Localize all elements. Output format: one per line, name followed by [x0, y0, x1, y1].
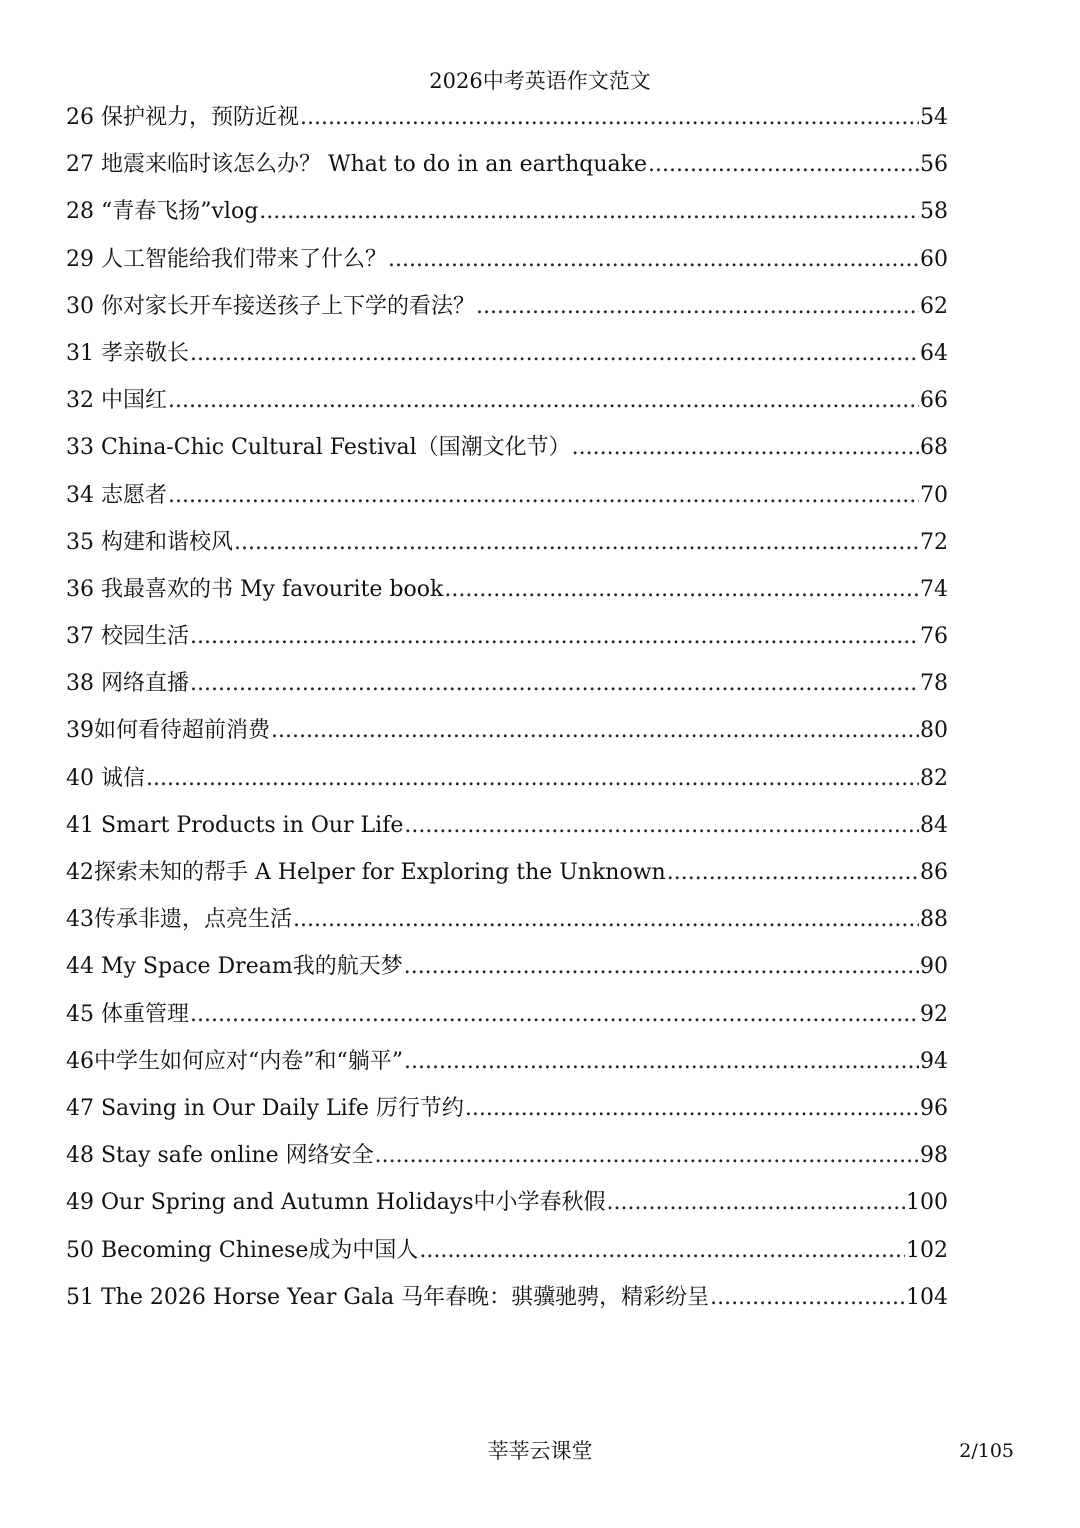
toc-entry-page: 68: [920, 435, 948, 461]
toc-entry[interactable]: [66, 991, 948, 1038]
toc-entry-title: 41 Smart Products in Our Life: [66, 812, 404, 838]
toc-entry-page: 92: [920, 1001, 948, 1027]
toc-dot-leader: [572, 424, 919, 471]
toc-entry-page: 82: [920, 765, 948, 791]
toc-entry-page: 70: [920, 482, 948, 508]
toc-entry-title: 49 Our Spring and Autumn Holidays中小学春秋假: [66, 1190, 606, 1216]
toc-dot-leader: [190, 613, 919, 660]
toc-dot-leader: [190, 330, 919, 377]
toc-entry-page: 90: [920, 954, 948, 980]
table-of-contents: [66, 94, 948, 1321]
toc-entry[interactable]: [66, 707, 948, 754]
toc-entry-title: 44 My Space Dream我的航天梦: [66, 954, 403, 980]
toc-dot-leader: [168, 377, 919, 424]
toc-entry-page: 80: [920, 718, 948, 744]
toc-entry[interactable]: [66, 472, 948, 519]
toc-dot-leader: [444, 566, 919, 613]
toc-entry-page: 88: [920, 907, 948, 933]
toc-entry[interactable]: [66, 141, 948, 188]
toc-entry[interactable]: [66, 1132, 948, 1179]
toc-entry-page: 74: [920, 576, 948, 602]
toc-entry-page: 78: [920, 671, 948, 697]
page-number: 2/105: [959, 1440, 1014, 1462]
toc-entry-title: 46中学生如何应对“内卷”和“躺平”: [66, 1048, 403, 1074]
toc-dot-leader: [168, 472, 919, 519]
toc-entry[interactable]: [66, 283, 948, 330]
toc-dot-leader: [404, 1038, 919, 1085]
toc-entry-page: 94: [920, 1048, 948, 1074]
toc-entry-page: 62: [920, 293, 948, 319]
toc-entry-title: 42探索未知的帮手 A Helper for Exploring the Unknown: [66, 860, 666, 885]
toc-dot-leader: [710, 1274, 905, 1321]
toc-dot-leader: [190, 991, 919, 1038]
page-header-title: 2026中考英语作文范文: [429, 69, 651, 93]
toc-entry-page: 96: [920, 1095, 948, 1121]
toc-entry-page: 56: [920, 152, 948, 178]
toc-dot-leader: [190, 660, 919, 707]
toc-entry-page: 60: [920, 246, 948, 272]
toc-entry-page: 84: [920, 812, 948, 838]
toc-entry-title: 26 保护视力，预防近视: [66, 105, 299, 130]
toc-dot-leader: [404, 943, 919, 990]
toc-dot-leader: [419, 1227, 905, 1274]
toc-entry[interactable]: [66, 188, 948, 235]
toc-entry-title: 28 “青春飞扬”vlog: [66, 199, 259, 225]
toc-entry-title: 31 孝亲敬长: [66, 340, 189, 366]
toc-entry[interactable]: [66, 1085, 948, 1132]
toc-entry-page: 54: [920, 105, 948, 130]
toc-dot-leader: [271, 707, 919, 754]
toc-dot-leader: [375, 1132, 919, 1179]
toc-entry[interactable]: [66, 896, 948, 943]
toc-dot-leader: [607, 1179, 905, 1226]
toc-entry-page: 64: [920, 340, 948, 366]
toc-entry[interactable]: [66, 1274, 948, 1321]
toc-entry[interactable]: [66, 755, 948, 802]
toc-entry-title: 36 我最喜欢的书 My favourite book: [66, 576, 444, 602]
toc-entry-title: 50 Becoming Chinese成为中国人: [66, 1237, 419, 1263]
toc-entry-page: 66: [920, 388, 948, 414]
toc-entry[interactable]: [66, 660, 948, 707]
toc-dot-leader: [293, 896, 919, 943]
footer-brand-text: 莘莘云课堂: [487, 1439, 593, 1463]
toc-entry[interactable]: [66, 1227, 948, 1274]
toc-entry-title: 47 Saving in Our Daily Life 厉行节约: [66, 1095, 464, 1121]
toc-dot-leader: [404, 802, 919, 849]
toc-entry-title: 33 China-Chic Cultural Festival（国潮文化节）: [66, 435, 571, 461]
toc-entry-title: 51 The 2026 Horse Year Gala 马年春晚：骐骥驰骋，精彩纷呈: [66, 1284, 710, 1310]
toc-entry-page: 58: [920, 199, 948, 225]
toc-entry-title: 43传承非遗，点亮生活: [66, 907, 292, 933]
toc-entry-title: 27 地震来临时该怎么办？ What to do in an earthquake: [66, 152, 647, 178]
toc-entry-title: 48 Stay safe online 网络安全: [66, 1143, 374, 1169]
toc-entry[interactable]: [66, 236, 948, 283]
toc-entry-page: 102: [906, 1237, 948, 1263]
toc-entry[interactable]: [66, 566, 948, 613]
toc-dot-leader: [146, 755, 919, 802]
toc-entry[interactable]: [66, 424, 948, 471]
toc-entry[interactable]: [66, 1179, 948, 1226]
toc-entry[interactable]: [66, 802, 948, 849]
toc-entry-page: 76: [920, 624, 948, 650]
toc-dot-leader: [234, 519, 919, 566]
toc-dot-leader: [300, 94, 919, 141]
toc-entry[interactable]: [66, 1038, 948, 1085]
toc-entry-page: 98: [920, 1143, 948, 1169]
toc-entry-title: 40 诚信: [66, 765, 145, 791]
toc-entry-page: 72: [920, 529, 948, 555]
toc-dot-leader: [476, 283, 919, 330]
toc-entry-page: 86: [920, 860, 948, 885]
toc-entry[interactable]: [66, 94, 948, 141]
toc-entry-title: 45 体重管理: [66, 1001, 189, 1027]
toc-entry[interactable]: [66, 849, 948, 896]
toc-entry[interactable]: [66, 613, 948, 660]
toc-entry[interactable]: [66, 943, 948, 990]
toc-dot-leader: [465, 1085, 919, 1132]
toc-entry-title: 37 校园生活: [66, 624, 189, 650]
toc-entry-title: 34 志愿者: [66, 482, 167, 508]
toc-dot-leader: [388, 236, 919, 283]
toc-entry-page: 104: [906, 1284, 948, 1310]
toc-entry[interactable]: [66, 519, 948, 566]
toc-dot-leader: [648, 141, 919, 188]
toc-entry-title: 29 人工智能给我们带来了什么？: [66, 246, 387, 272]
toc-dot-leader: [259, 188, 919, 235]
toc-entry-title: 35 构建和谐校风: [66, 529, 233, 555]
toc-entry[interactable]: [66, 377, 948, 424]
toc-entry-title: 32 中国红: [66, 388, 167, 414]
toc-dot-leader: [667, 849, 919, 896]
toc-entry-title: 38 网络直播: [66, 671, 189, 697]
toc-entry-title: 30 你对家长开车接送孩子上下学的看法？: [66, 293, 475, 319]
toc-entry-page: 100: [906, 1190, 948, 1216]
toc-entry-title: 39如何看待超前消费: [66, 718, 270, 744]
toc-entry[interactable]: [66, 330, 948, 377]
